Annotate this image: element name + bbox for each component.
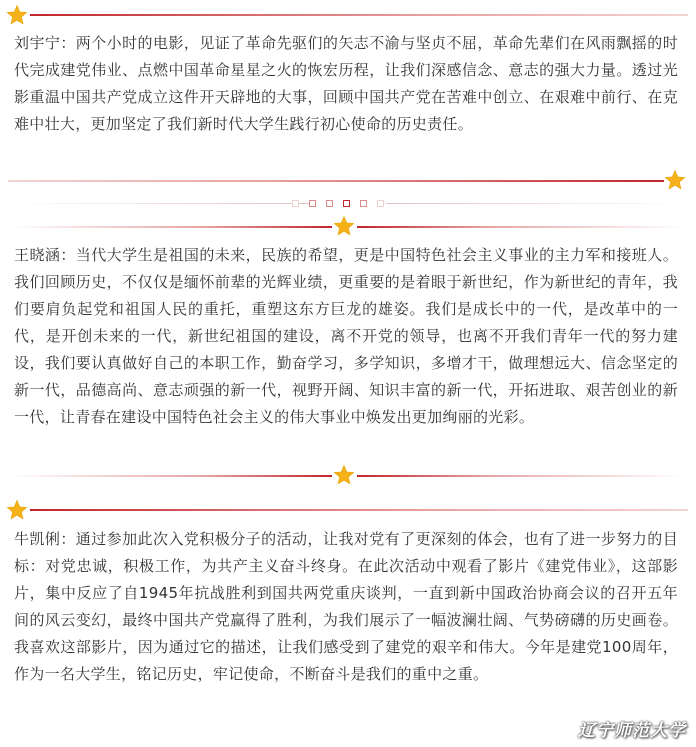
- divider-line: [10, 203, 310, 204]
- comment-wang-xiaohan: 王晓涵：当代大学生是祖国的未来，民族的希望，更是中国特色社会主义事业的主力军和接班人。我们回顾历史，不仅仅是缅怀前辈的光辉业绩，更重要的是着眼于新世纪，作为新世纪的青年，我们要肩负起党和祖国人民的重托，重塑这东方巨龙的雄姿。我们是成长中的一代，是改革中的一代，是开创未来的一代，新世纪祖国的建设，离不开党的领导，也离不开我们青年一代的努力建设，我们要认真做好自己的本职工作，勤奋学习，多学知识，多增才干，做理想远大、信念坚定的新一代，品德高尚、意志顽强的新一代，视野开阔、知识丰富的新一代，开拓进取、艰苦创业的新一代，让青春在建设中国特色社会主义的伟大事业中焕发出更加绚丽的光彩。: [14, 246, 678, 426]
- comment-niu-kaili: 牛凯俐：通过参加此次入党积极分子的活动，让我对党有了更深刻的体会，也有了进一步努力的目标：对党忠诚，积极工作，为共产主义奋斗终身。在此次活动中观看了影片《建党伟业》，这部影片，集中反应了自1945年抗战胜利到国共两党重庆谈判，一直到新中国政治协商会议的召开五年间的风云变幻，最终中国共产党赢得了胜利，为我们展示了一幅波澜壮阔、气势磅礴的历史画卷。我喜欢这部影片，因为通过它的描述，让我们感受到了建党的艰辛和伟大。今年是建党100周年，作为一名大学生，铭记历史，牢记使命，不断奋斗是我们的重中之重。: [14, 530, 678, 683]
- star-icon: [664, 169, 686, 191]
- separator-square: [326, 200, 333, 207]
- divider-line: [357, 226, 685, 228]
- star-icon: [6, 499, 28, 521]
- divider-line: [8, 180, 664, 182]
- separator-square: [292, 200, 299, 207]
- comment-liu-yuning: 刘宇宁：两个小时的电影，见证了革命先驱们的矢志不渝与坚贞不屈，革命先辈们在风雨飘摇的时代完成建党伟业、点燃中国革命星星之火的恢宏历程，让我们深感信念、意志的强大力量。透过光影重温中国共产党成立这件开天辟地的大事，回顾中国共产党在苦难中创立、在艰难中前行、在克难中壮大，更加坚定了我们新时代大学生践行初心使命的历史责任。: [14, 34, 678, 133]
- separator-square: [360, 200, 367, 207]
- divider-line: [10, 475, 332, 477]
- separator-square: [343, 200, 350, 207]
- separator-square: [309, 200, 316, 207]
- star-icon: [6, 4, 28, 26]
- star-icon: [333, 215, 355, 237]
- star-icon: [333, 464, 355, 486]
- divider-line: [10, 226, 332, 228]
- divider-line: [30, 509, 688, 511]
- divider-line: [357, 475, 685, 477]
- separator-square: [377, 200, 384, 207]
- watermark-logo: 辽宁师范大学: [578, 721, 686, 741]
- divider-line: [30, 14, 688, 16]
- divider-line: [386, 203, 686, 204]
